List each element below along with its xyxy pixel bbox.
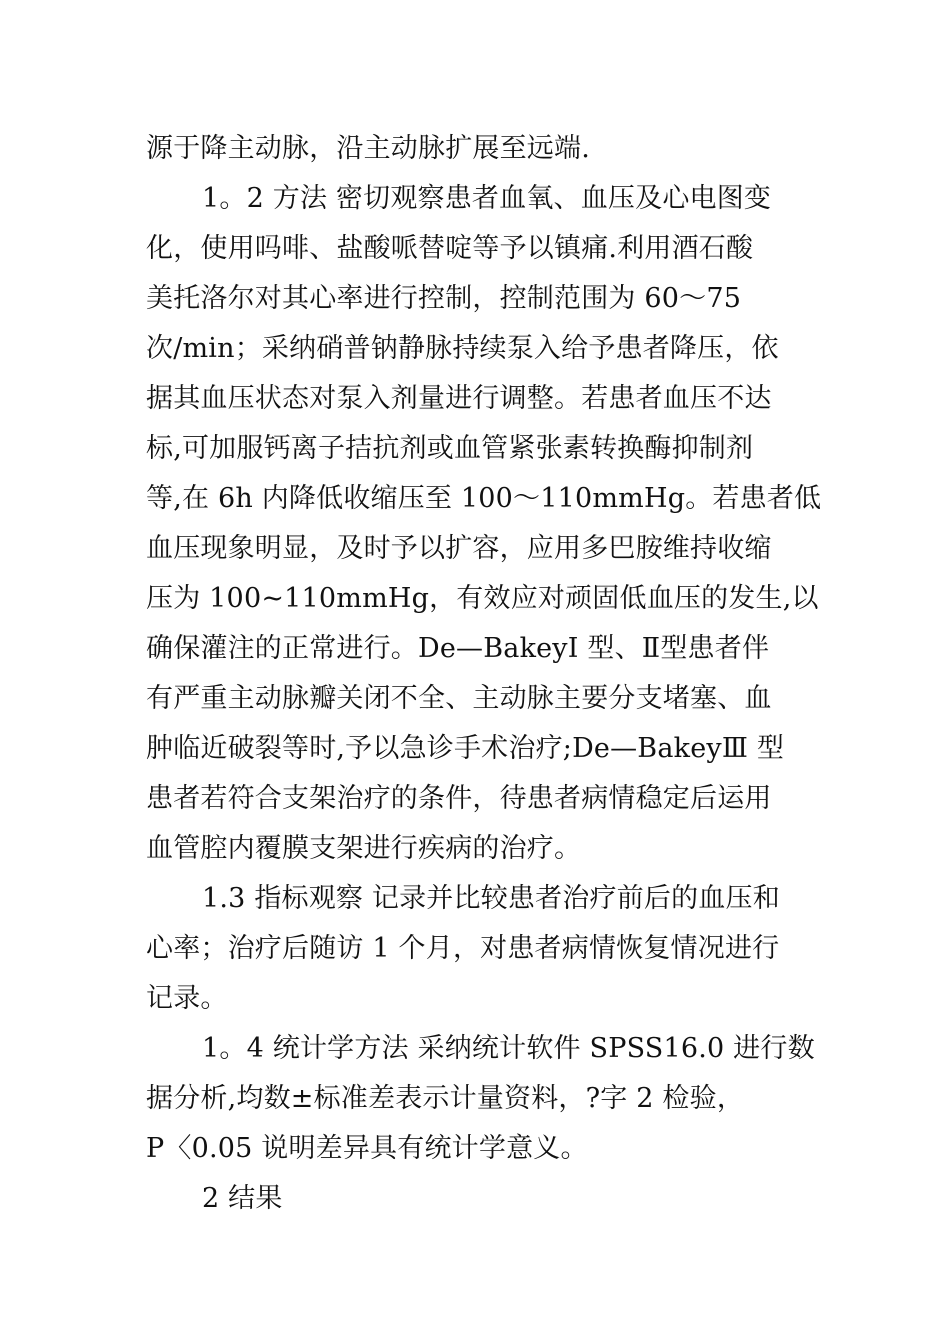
section-heading-results: 2 结果	[202, 1183, 283, 1214]
text-line-10: 压为 100~110mmHg，有效应对顽固低血压的发生,以	[146, 583, 819, 614]
text-line-16: 1.3 指标观察 记录并比较患者治疗前后的血压和	[202, 883, 780, 914]
text-line-2: 1。2 方法 密切观察患者血氧、血压及心电图变	[202, 183, 772, 214]
text-line-15: 血管腔内覆膜支架进行疾病的治疗。	[146, 833, 582, 864]
text-line-6: 据其血压状态对泵入剂量进行调整。若患者血压不达	[146, 383, 772, 414]
text-line-3: 化，使用吗啡、盐酸哌替啶等予以镇痛.利用酒石酸	[146, 233, 754, 264]
text-line-11: 确保灌注的正常进行。De—BakeyⅠ 型、Ⅱ型患者伴	[146, 633, 770, 664]
text-line-21: P〈0.05 说明差异具有统计学意义。	[146, 1133, 588, 1164]
text-line-13: 肿临近破裂等时,予以急诊手术治疗;De—BakeyⅢ 型	[146, 733, 785, 764]
text-line-1: 源于降主动脉，沿主动脉扩展至远端.	[146, 133, 590, 164]
text-line-17: 心率；治疗后随访 1 个月，对患者病情恢复情况进行	[146, 933, 780, 964]
text-line-20: 据分析,均数±标准差表示计量资料，?字 2 检验，	[146, 1083, 745, 1114]
text-line-19: 1。4 统计学方法 采纳统计软件 SPSS16.0 进行数	[202, 1033, 815, 1064]
text-line-14: 患者若符合支架治疗的条件，待患者病情稳定后运用	[146, 783, 772, 814]
text-line-9: 血压现象明显，及时予以扩容，应用多巴胺维持收缩	[146, 533, 772, 564]
text-line-4: 美托洛尔对其心率进行控制，控制范围为 60～75	[146, 283, 742, 314]
text-line-5: 次/min；采纳硝普钠静脉持续泵入给予患者降压，依	[146, 333, 779, 364]
text-line-12: 有严重主动脉瓣关闭不全、主动脉主要分支堵塞、血	[146, 683, 772, 714]
text-line-7: 标,可加服钙离子拮抗剂或血管紧张素转换酶抑制剂	[146, 433, 754, 464]
text-line-8: 等,在 6h 内降低收缩压至 100～110mmHg。若患者低	[146, 483, 822, 514]
text-line-18: 记录。	[146, 983, 228, 1014]
